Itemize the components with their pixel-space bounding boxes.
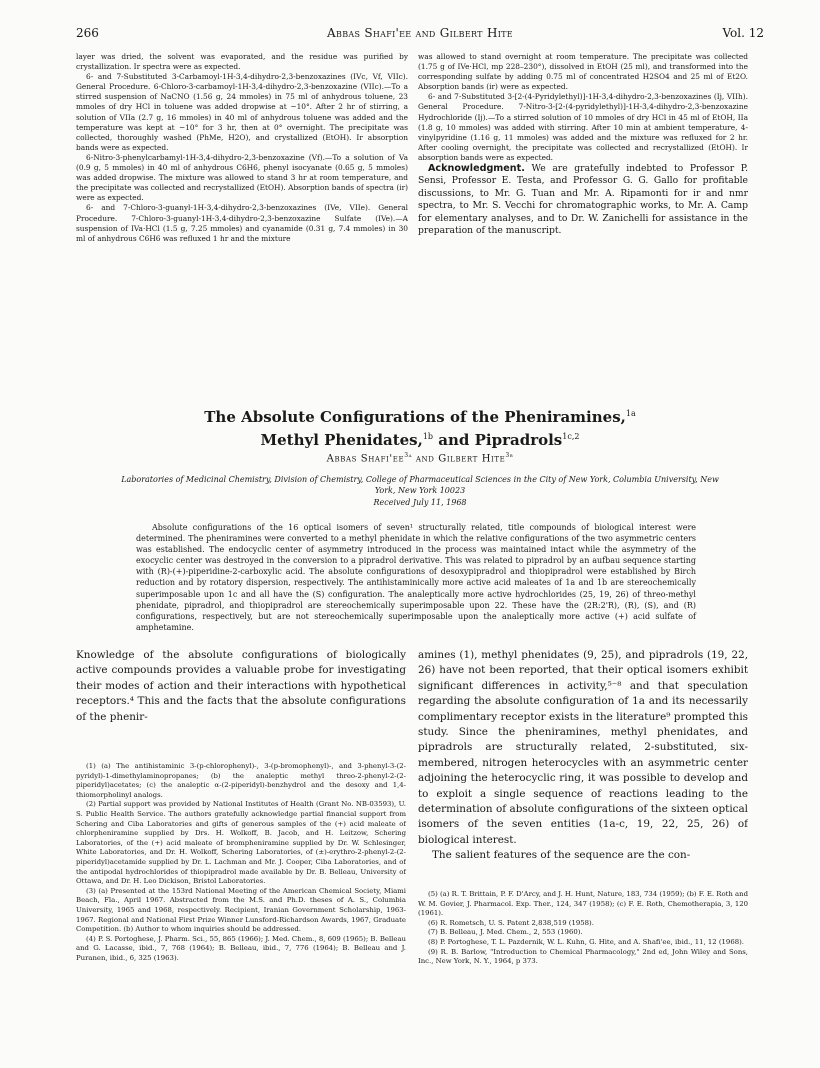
- experimental-paragraph: 6- and 7-Chloro-3-guanyl-1H-3,4-dihydro-2,3-benzoxazines (IVe, VIIe). General Procedure. 7-Chloro-3-guanyl-1H-3,4-dihydro-2,3-benzoxazine Sulfate (IVe).—A suspension of IVa·HCl (1.5 g, 7.25 mmoles) and cyanamide (0.31 g, 7.4 mmoles) in 30 ml of anhydrous C6H6 was refluxed 1 hr and the mixture: [76, 203, 408, 243]
- footnote: (1) (a) The antihistaminic 3-(p-chlorophenyl)-, 3-(p-bromophenyl)-, and 3-phenyl-3-(2-pyridyl)-1-dimethylaminopropanes; (b) the analeptic methyl threo-2-phenyl-2-(2-piperidyl)acetates; (c) the analeptic α-(2-piperidyl)-benzhydrol and the desoxy and 1,4-thiomorpholinyl analogs.: [76, 762, 406, 799]
- footnote-marker: 1c,2: [562, 432, 580, 441]
- body-paragraph: The salient features of the sequence are the con-: [432, 849, 691, 862]
- received-date: Received July 11, 1968: [373, 498, 467, 507]
- footnote-marker: 1b: [422, 432, 434, 441]
- acknowledgment-heading: Acknowledgment.: [428, 163, 525, 175]
- experimental-paragraph: 6- and 7-Substituted 3-[2-(4-Pyridylethyl)]-1H-3,4-dihydro-2,3-benzoxazines (Ij, VIIh). General Procedure. 7-Nitro-3-[2-(4-pyridylethyl)]-1H-3,4-dihydro-2,3-benzoxazine Hydrochloride (Ij).—To a stirred solution of 10 mmoles of dry HCl in 45 ml of EtOH, IIa (1.8 g, 10 mmoles) was added with stirring. After 10 min at ambient temperature, 4-vinylpyridine (1.16 g, 11 mmoles) was added and the mixture was refluxed for 2 hr. After cooling overnight, the precipitate was collected and recrystallized (EtOH). Ir absorption bands were as expected.: [418, 92, 748, 162]
- page-number: 266: [76, 26, 99, 40]
- running-head: [76, 26, 764, 42]
- author-name: Abbas Shafi'ee: [326, 453, 405, 465]
- body-paragraph: amines (1), methyl phenidates (9, 25), and pipradrols (19, 22, 26) have not been reported, that their optical isomers exhibit significant differences in activity,⁵⁻⁸ and that speculation regarding the absolute configuration of 1a and its necessarily complimentary receptor exists in the literature⁹ prompted this study. Since the pheniramines, methyl phenidates, and pipradrols are structurally related, 2-substituted, six-membered, nitrogen heterocycles with an asymmetric center adjoining the heterocyclic ring, it was possible to develop and to exploit a single sequence of reactions leading to the determination of absolute configurations of the sixteen optical isomers of the seven entities (1a-c, 19, 22, 25, 26) of biological interest.: [418, 649, 748, 846]
- author-conjunction: and: [412, 453, 439, 465]
- footnote-marker: 3b: [505, 452, 514, 459]
- article-authors: [76, 452, 764, 464]
- volume-label: Vol. 12: [722, 26, 764, 40]
- affiliation: Laboratories of Medicinal Chemistry, Division of Chemistry, College of Pharmaceutical Sciences in the City of New York, Columbia University, New York, New York 10023: [121, 475, 719, 495]
- footnote: (3) (a) Presented at the 153rd National Meeting of the American Chemical Society, Miami Beach, Fla., April 1967. Abstracted from the M.S. and Ph.D. theses of A. S., Columbia University, 1965 and 1968, respectively. Recipient, Iranian Government Scholarship, 1963-1967. Regional and National First Prize Winner Lunsford-Richardson Awards, 1967, Graduate Competition. (b) Author to whom inquiries should be addressed.: [76, 886, 406, 934]
- footnote: (4) P. S. Portoghese, J. Pharm. Sci., 55, 865 (1966); J. Med. Chem., 8, 609 (1965); B. Belleau and G. Lacasse, ibid., 7, 768 (1964); B. Belleau, ibid., 7, 776 (1964); B. Belleau and J. Puranen, ibid., 6, 325 (1963).: [76, 934, 406, 962]
- footnote: (8) P. Portoghese, T. L. Pazdernik, W. L. Kuhn, G. Hite, and A. Shafi'ee, ibid., 11, 12 (1968).: [428, 937, 744, 946]
- footnote: (9) R. B. Barlow, "Introduction to Chemical Pharmacology," 2nd ed, John Wiley and Sons, Inc., New York, N. Y., 1964, p 373.: [418, 947, 748, 966]
- body-column-left: [76, 648, 406, 758]
- experimental-paragraph: layer was dried, the solvent was evaporated, and the residue was purified by crystallization. Ir spectra were as expected.: [76, 52, 408, 72]
- footnote: (2) Partial support was provided by National Institutes of Health (Grant No. NB-03593), U. S. Public Health Service. The authors gratefully acknowledge partial financial support from Schering and Ciba Laboratories and gifts of generous samples of the (+) acid maleate of chlorpheniramine supplied by Drs. H. Wolkoff, B. Jacob, and H. Leitzow, Schering Laboratories, of the (+) acid maleate of brompheniramine supplied by Dr. W. Schlesinger, White Laboratories, and Dr. H. Wolkoff, Schering Laboratories, of (±)-erythro-2-phenyl-2-(2-piperidyl)acetamide supplied by Dr. L. Lachman and Mr. J. Cooper, Ciba Laboratories, and of the antipodal hydrochlorides of thiopipradrol made available by Dr. B. Belleau, University of Ottawa, and Dr. H. Leo Dickison, Bristol Laboratories.: [76, 800, 406, 886]
- running-head-authors: Abbas Shafi'ee and Gilbert Hite: [327, 26, 513, 40]
- footnote-marker: 3a: [404, 452, 413, 459]
- acknowledgment: [418, 163, 748, 237]
- experimental-paragraph: 6-Nitro-3-phenylcarbamyl-1H-3,4-dihydro-2,3-benzoxazine (Vf).—To a solution of Va (0.9 g, 5 mmoles) in 40 ml of anhydrous C6H6, phenyl isocyanate (0.65 g, 5 mmoles) was added dropwise. The mixture was allowed to stand 3 hr at room temperature, and the precipitate was collected and recrystallized (EtOH). Absorption bands of spectra (ir) were as expected.: [76, 152, 408, 203]
- footnote: (7) B. Belleau, J. Med. Chem., 2, 553 (1960).: [428, 928, 583, 937]
- body-column-right: [418, 648, 748, 886]
- body-paragraph: Knowledge of the absolute configurations of biologically active compounds provides a valuable probe for investigating their modes of action and their interactions with hypothetical receptors.⁴ This and the facts that the absolute configurations of the phenir-: [76, 649, 406, 723]
- title-line-2b: and Pipradrols: [433, 431, 563, 449]
- title-line-1: The Absolute Configurations of the Pheniramines,: [204, 408, 626, 426]
- experimental-column-left: [76, 52, 408, 388]
- footnote-marker: 1a: [625, 409, 636, 418]
- footnote: (6) R. Rometsch, U. S. Patent 2,838,519 (1958).: [428, 918, 594, 927]
- author-name: Gilbert Hite: [438, 453, 506, 465]
- footnotes-right: [418, 890, 748, 1000]
- title-line-2: Methyl Phenidates,: [260, 431, 423, 449]
- article-title: [76, 404, 764, 450]
- experimental-paragraph: 6- and 7-Substituted 3-Carbamoyl-1H-3,4-dihydro-2,3-benzoxazines (IVc, Vf, VIIc). General Procedure. 6-Chloro-3-carbamoyl-1H-3,4-dihydro-2,3-benzoxazine (VIIc).—To a stirred suspension of NaCNO (1.56 g, 24 mmoles) in 75 ml of anhydrous toluene, 23 mmoles of dry HCl in toluene was added dropwise at −10°. After 2 hr of stirring, a solution of VIIa (2.7 g, 16 mmoles) in 40 ml of anhydrous toluene was added and the temperature was kept at −10° for 3 hr, then at 0° overnight. The precipitate was collected, thoroughly washed (PhMe, H2O), and crystallized (EtOH). Ir absorption bands were as expected.: [76, 72, 408, 152]
- footnote: (5) (a) R. T. Brittain, P. F. D'Arcy, and J. H. Hunt, Nature, 183, 734 (1959); (b) F. E. Roth and W. M. Govier, J. Pharmacol. Exp. Ther., 124, 347 (1958); (c) F. E. Roth, Chemotherapia, 3, 120 (1961).: [418, 890, 748, 918]
- acknowledgment-text: We are gratefully indebted to Professor P. Sensi, Professor E. Testa, and Professor G. G. Gallo for profitable discussions, to Mr. G. Tuan and Mr. A. Ripamonti for ir and nmr spectra, to Mr. S. Vecchi for chromatographic works, to Mr. A. Camp for elementary analyses, and to Dr. W. Zanichelli for assistance in the preparation of the manuscript.: [418, 163, 748, 237]
- experimental-paragraph: was allowed to stand overnight at room temperature. The precipitate was collected (1.75 g of IVe·HCl, mp 228–230°), dissolved in EtOH (25 ml), and transformed into the corresponding sulfate by adding 0.75 ml of concentrated H2SO4 and 25 ml of Et2O. Absorption bands (ir) were as expected.: [418, 52, 748, 92]
- footnotes-left: [76, 762, 406, 1052]
- experimental-column-right: [418, 52, 748, 390]
- abstract: Absolute configurations of the 16 optical isomers of seven¹ structurally related, title compounds of biological interest were determined. The pheniramines were converted to a methyl phenidate in which the relative configurations of the two asymmetric centers was established. The endocyclic center of asymmetry introduced in the process was maintained intact while the asymmetry of the exocyclic center was destroyed in the conversion to a pipradrol derivative. This was related to pipradrol by an aufbau sequence starting with (R)-(+)-piperidine-2-carboxylic acid. The absolute configurations of desoxypipradrol and thiopipradrol were established by Birch reduction and by rotatory dispersion, respectively. The antihistaminically more active acid maleates of 1a and 1b are stereochemically superimposable upon 1c and all have the (S) configuration. The analeptically more active hydrochlorides (25, 19, 26) of threo-methyl phenidate, pipradrol, and thiopipradrol are stereochemically superimposable upon 22. These have the (2R:2'R), (R), (S), and (R) configurations, respectively, but are not stereochemically superimposable upon the analeptically more active (+) acid sulfate of amphetamine.: [136, 523, 696, 632]
